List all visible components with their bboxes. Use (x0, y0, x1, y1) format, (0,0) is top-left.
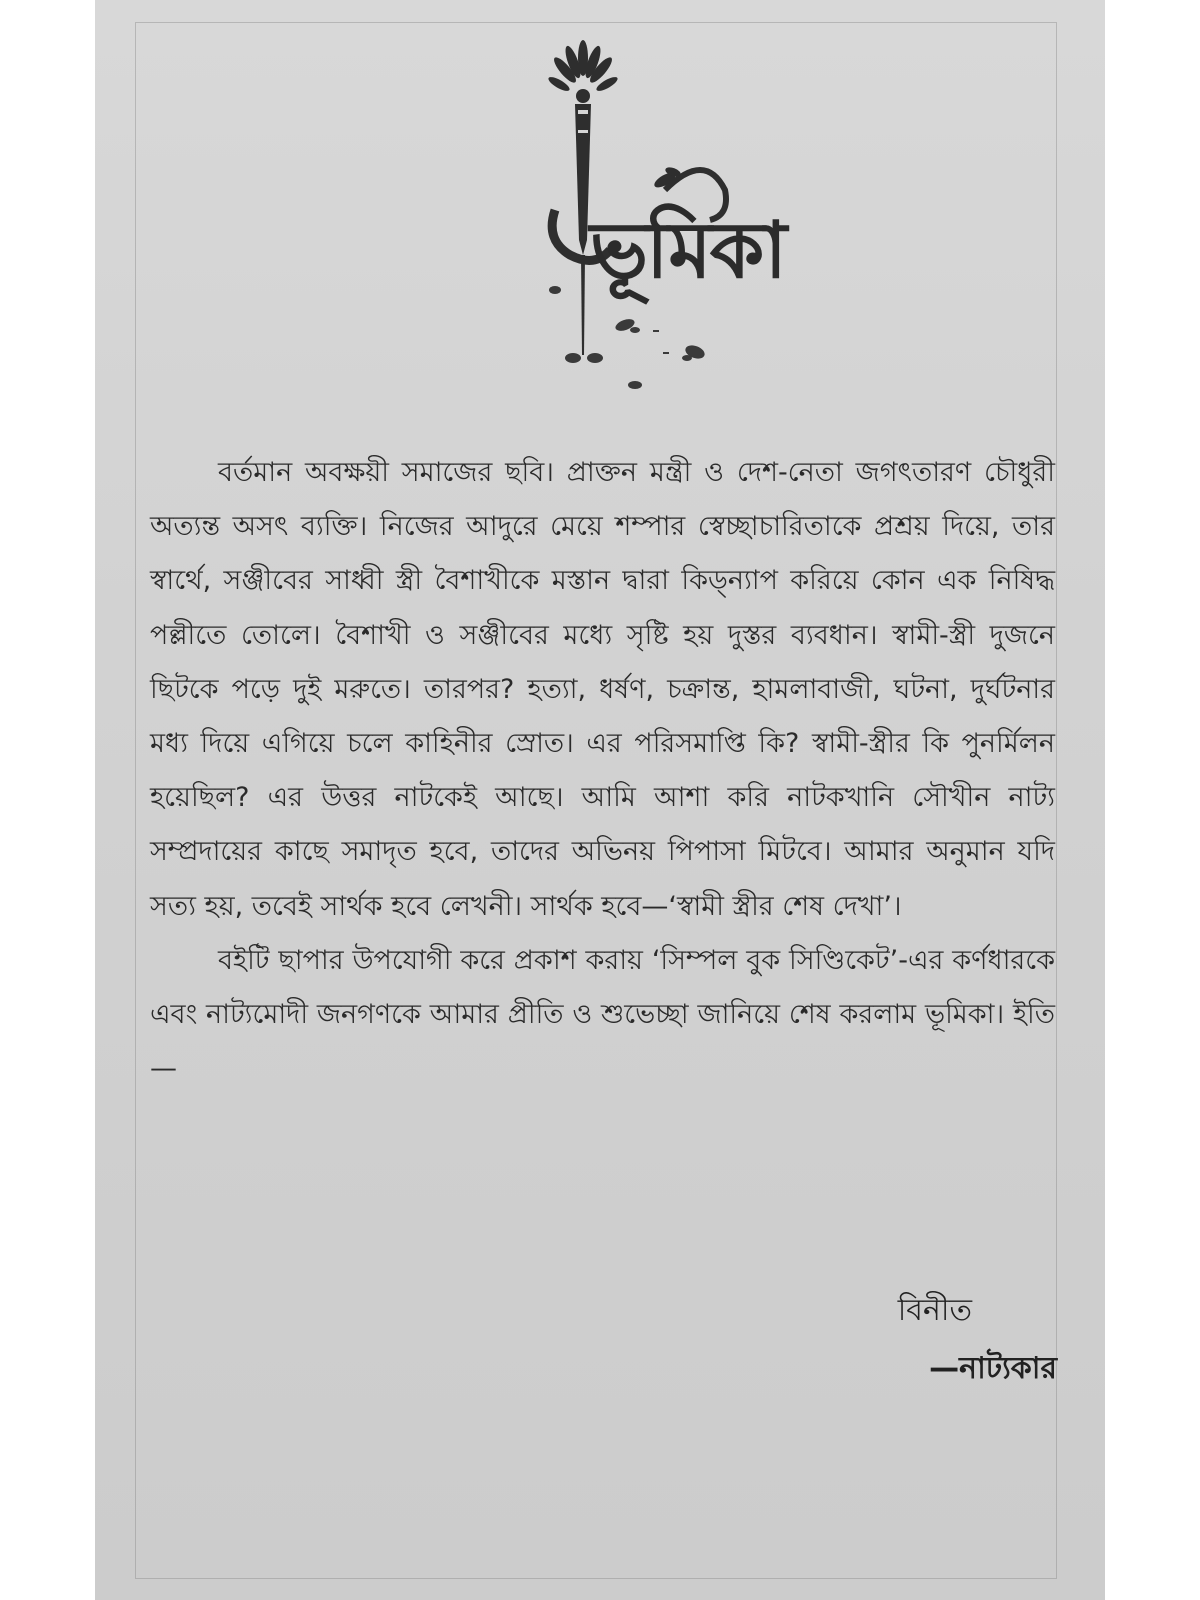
preface-body (150, 446, 1055, 1096)
page-heading: ভূমিকা (590, 205, 785, 296)
preface-paragraph-1: বর্তমান অবক্ষয়ী সমাজের ছবি। প্রাক্তন মন্ত্রী ও দেশ-নেতা জগৎতারণ চৌধুরী অত্যন্ত অসৎ ব্যক্তি। নিজের আদুরে মেয়ে শম্পার স্বেচ্ছাচারিতাকে প্রশ্রয় দিয়ে, তার স্বার্থে, সঞ্জীবের সাধ্বী স্ত্রী বৈশাখীকে মস্তান দ্বারা কিড্ন্যাপ করিয়ে কোন এক নিষিদ্ধ পল্লীতে তোলে। বৈশাখী ও সঞ্জীবের মধ্যে সৃষ্টি হয় দুস্তর ব্যবধান। স্বামী-স্ত্রী দুজনে ছিটকে পড়ে দুই মরুতে। তারপর? হত্যা, ধর্ষণ, চক্রান্ত, হামলাবাজী, ঘটনা, দুর্ঘটনার মধ্য দিয়ে এগিয়ে চলে কাহিনীর স্রোত। এর পরিসমাপ্তি কি? স্বামী-স্ত্রীর কি পুনর্মিলন হয়েছিল? এর উত্তর নাটকেই আছে। আমি আশা করি নাটকখানি সৌখীন নাট্য সম্প্রদায়ের কাছে সমাদৃত হবে, তাদের অভিনয় পিপাসা মিটবে। আমার অনুমান যদি সত্য হয়, তবেই সার্থক হবে লেখনী। সার্থক হবে—‘স্বামী স্ত্রীর শেষ দেখা’। (150, 457, 1055, 922)
signoff-block (898, 1282, 1057, 1398)
closing-word: বিনীত (897, 1293, 972, 1328)
scanned-page (95, 0, 1105, 1600)
preface-paragraph-2: বইটি ছাপার উপযোগী করে প্রকাশ করায় ‘সিম্পল বুক সিণ্ডিকেট’-এর কর্ণধারকে এবং নাট্যমোদী জনগণকে আমার প্রীতি ও শুভেচ্ছা জানিয়ে শেষ করলাম ভূমিকা। ইতি— (150, 944, 1055, 1085)
author-signature: —নাট্যকার (929, 1351, 1057, 1386)
